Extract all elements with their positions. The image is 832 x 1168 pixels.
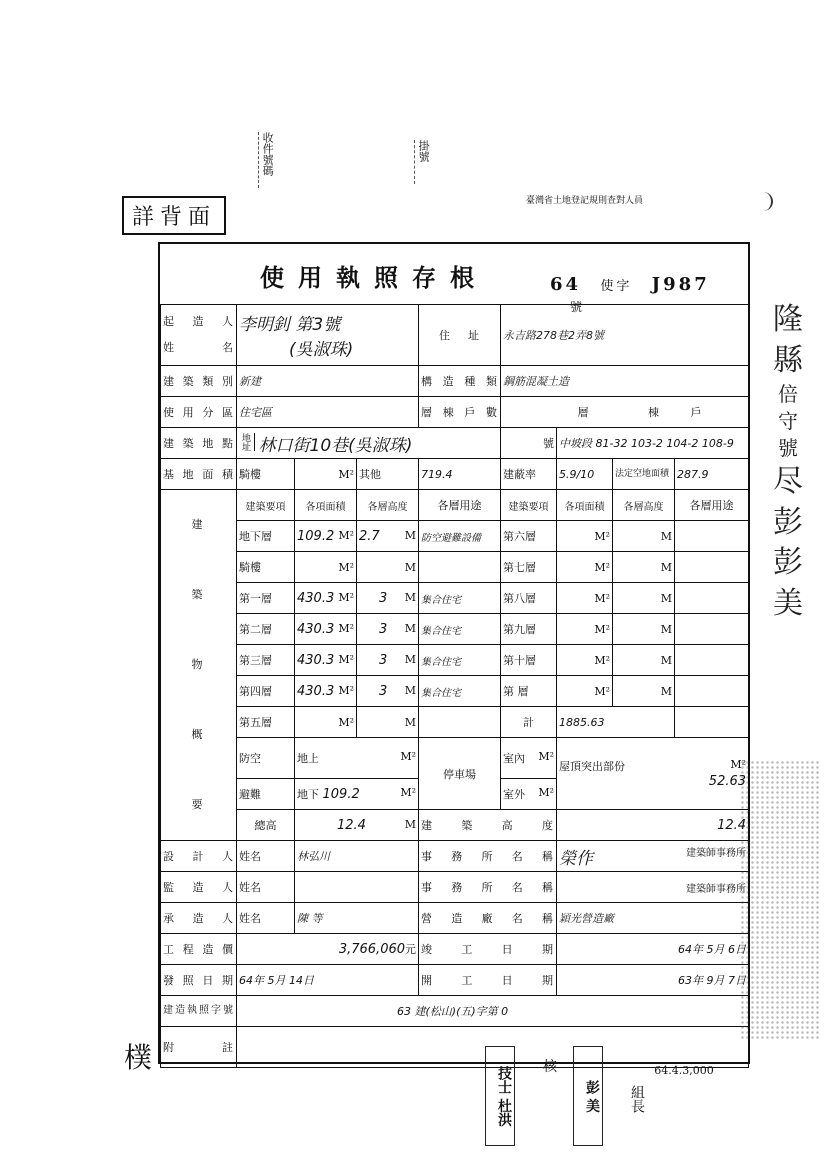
shelter-row-1 [161,738,749,779]
side-char: 號 [778,436,798,460]
floor-row [161,583,749,614]
form-title: 使用執照存根 [260,263,488,292]
floor-height-right: M [613,676,675,707]
zoning-label: 使用分區 [161,397,237,428]
floor-height: 3 M [357,583,419,614]
number-prefix: 64 [550,274,582,295]
supervisor-office: 建築師事務所 [557,872,749,903]
coverage-value: 5.9/10 [557,459,613,490]
height-row [161,810,749,841]
parking-outdoor: 室外 M² [501,779,557,810]
floor-use-right [675,552,749,583]
total-label: 計 [501,707,557,738]
col-item: 建築要項 [237,490,295,521]
floor-use: 集合住宅 [419,645,501,676]
stamp-technician: 技士 杜洪 [485,1046,515,1146]
number-value: J987 [651,274,710,295]
base-arcade-unit: M² [295,459,357,490]
side-char: 守 [778,409,798,433]
contractor-name: 陳 等 [295,903,419,934]
col-use: 各層用途 [419,490,501,521]
col-item-right: 建築要項 [501,490,557,521]
row-category [161,366,749,397]
side-char: 隆 [773,302,803,337]
floor-height: 3 M [357,614,419,645]
floor-name: 第三層 [237,645,295,676]
stamp-check: 核 [543,1059,557,1075]
base-other-value: 719.4 [419,459,501,490]
total-extra [675,707,749,738]
base-arcade: 騎樓 [237,459,295,490]
floor-height-right: M [613,521,675,552]
permit-value: 63 建(松山)(五)字第 0 [237,996,749,1027]
note-label: 附註 [161,1027,237,1068]
floor-height-right: M [613,552,675,583]
floor-row [161,521,749,552]
floor-use: 防空避難設備 [419,521,501,552]
structure-value: 鋼筋混凝土造 [501,366,749,397]
floor-height: 3 M [357,645,419,676]
side-char: 縣 [773,342,803,378]
floor-area: 430.3 M² [295,583,357,614]
floor-area: 430.3 M² [295,645,357,676]
floor-use [419,552,501,583]
category-label: 建築類別 [161,366,237,397]
start-label: 開工日期 [419,965,557,996]
building-height-label: 建築高度 [419,810,557,841]
contractor-firm: 穎光營造廠 [557,903,749,934]
floor-use-right [675,583,749,614]
contractor-name-label: 姓名 [237,903,295,934]
row-site [161,428,749,459]
floor-name-right: 第十層 [501,645,557,676]
supervisor-label: 監造人 [161,872,237,903]
cost-value: 3,766,060元 [237,934,419,965]
floors-label: 層棟戶數 [419,397,501,428]
floor-use [419,707,501,738]
floor-name: 第五層 [237,707,295,738]
side-char: 彭 [773,504,803,540]
builder-name-2: (吳淑珠) [289,340,354,360]
address-label: 住址 [419,305,501,366]
base-label: 基地面積 [161,459,237,490]
floor-area: 109.2 M² [295,521,357,552]
building-height-value: 12.4 [557,810,749,841]
supervisor-office-label: 事務所名稱 [419,872,557,903]
floor-name: 第一層 [237,583,295,614]
builder-name: 李明釗 第3號 [239,315,341,335]
legal-label: 法定空地面積 [613,459,675,490]
side-stamp [758,300,818,624]
permit-row [161,996,749,1027]
cost-row [161,934,749,965]
floor-row [161,552,749,583]
floor-name: 第二層 [237,614,295,645]
floor-name-right: 第 層 [501,676,557,707]
floor-area-right: M² [557,645,613,676]
lot-label: 號 [501,428,557,459]
floor-height-right: M [613,645,675,676]
left-mark: 樸 [124,1041,153,1074]
permit-table [160,304,749,1068]
address-value: 永吉路278巷2弄8號 [501,305,749,366]
col-height-right: 各層高度 [613,490,675,521]
coverage-label: 建蔽率 [501,459,557,490]
floor-use-right [675,614,749,645]
floor-name: 第四層 [237,676,295,707]
floor-name: 騎樓 [237,552,295,583]
shelter-label-2: 避難 [237,779,295,810]
permit-stub-form [158,242,750,1064]
floor-area-right: M² [557,521,613,552]
start-value: 63年 9月 7日 [557,965,749,996]
col-area: 各項面積 [295,490,357,521]
floor-row [161,676,749,707]
contractor-firm-label: 營造廠名稱 [419,903,557,934]
issue-label: 發照日期 [161,965,237,996]
side-char: 倍 [778,382,798,406]
designer-row [161,841,749,872]
stamp-print-code: 64.4.3,000 [654,1064,714,1077]
back-label: 詳背面 [122,196,226,235]
floor-name-right: 第七層 [501,552,557,583]
side-char: 美 [773,585,803,621]
col-height: 各層高度 [357,490,419,521]
col-use-right: 各層用途 [675,490,749,521]
floor-height: 2.7 M [357,521,419,552]
col-area-right: 各項面積 [557,490,613,521]
floor-area: M² [295,552,357,583]
total-height-label: 總高 [237,810,295,841]
shelter-label-1: 防空 [237,738,295,779]
designer-name: 林弘川 [295,841,419,872]
lot-value: 中坡段 81-32 103-2 104-2 108-9 [557,428,749,459]
zoning-value: 住宅區 [237,397,419,428]
floor-height-right: M [613,614,675,645]
floor-row [161,614,749,645]
top-mark-left: 收件號碼 [258,132,273,188]
permit-label: 建造執照字號 [161,996,237,1027]
roof-cell: 屋頂突出部份 M² 52.63 [557,738,749,810]
floor-height: M [357,707,419,738]
floor-use: 集合住宅 [419,583,501,614]
category-value: 新建 [237,366,419,397]
floor-name-right: 第八層 [501,583,557,614]
stamp-reviewer: 彭 美 [573,1046,603,1146]
floor-name-right: 第六層 [501,521,557,552]
cost-label: 工程造價 [161,934,237,965]
contractor-row [161,903,749,934]
floor-use-right [675,521,749,552]
complete-value: 64年 5月 6日 [557,934,749,965]
shelter-above: 地上 M² [295,738,419,779]
summary-header [161,490,749,521]
row-builder [161,305,749,366]
designer-name-label: 姓名 [237,841,295,872]
designer-office: 榮作 建築師事務所 [557,841,749,872]
floor-area: 430.3 M² [295,614,357,645]
floor-area-right: M² [557,614,613,645]
builder-label: 起造人 姓名 [161,305,237,366]
number-suffix: 號 [570,300,586,314]
floor-height: M [357,552,419,583]
top-mark-mid: 掛號 [414,140,429,184]
floor-area: M² [295,707,357,738]
builder-value [237,305,419,366]
floor-use-right [675,676,749,707]
side-char: 彭 [773,545,803,580]
stamp-right: 臺灣省土地登記規則查對人員 [524,192,773,211]
summary-side-label: 建 築 物 概 要 [161,490,237,841]
floor-area-right: M² [557,676,613,707]
floor-row [161,707,749,738]
side-char: 尽 [773,464,803,499]
designer-office-label: 事務所名稱 [419,841,557,872]
site-value: 地址 林口街10巷(吳淑珠) [237,428,501,459]
parking-indoor: 室內 M² [501,738,557,779]
floor-row [161,645,749,676]
designer-label: 設計人 [161,841,237,872]
supervisor-row [161,872,749,903]
stamp-chief: 組長 [629,1085,645,1113]
site-label: 建築地點 [161,428,237,459]
floor-use: 集合住宅 [419,614,501,645]
row-zoning [161,397,749,428]
contractor-label: 承造人 [161,903,237,934]
complete-label: 竣工日期 [419,934,557,965]
row-base [161,459,749,490]
bottom-stamps [455,1046,725,1148]
floor-use: 集合住宅 [419,676,501,707]
number-middle: 使字 [600,279,633,294]
floors-value: 層 棟 戶 [501,397,749,428]
floor-height-right: M [613,583,675,614]
floor-area: 430.3 M² [295,676,357,707]
base-other: 其他 [357,459,419,490]
legal-value: 287.9 [675,459,749,490]
floor-area-right: M² [557,583,613,614]
issue-value: 64年 5月 14日 [237,965,419,996]
floor-area-right: M² [557,552,613,583]
issue-row [161,965,749,996]
shelter-below: 地下 109.2 M² [295,779,419,810]
structure-label: 構造種類 [419,366,501,397]
floor-name: 地下層 [237,521,295,552]
floor-name-right: 第九層 [501,614,557,645]
total-value: 1885.63 [557,707,675,738]
noise-speckle [740,760,820,1040]
supervisor-name-label: 姓名 [237,872,295,903]
parking-label: 停車場 [419,738,501,810]
floor-height: 3 M [357,676,419,707]
floor-use-right [675,645,749,676]
supervisor-name [295,872,419,903]
total-height-value: 12.4 M [295,810,419,841]
